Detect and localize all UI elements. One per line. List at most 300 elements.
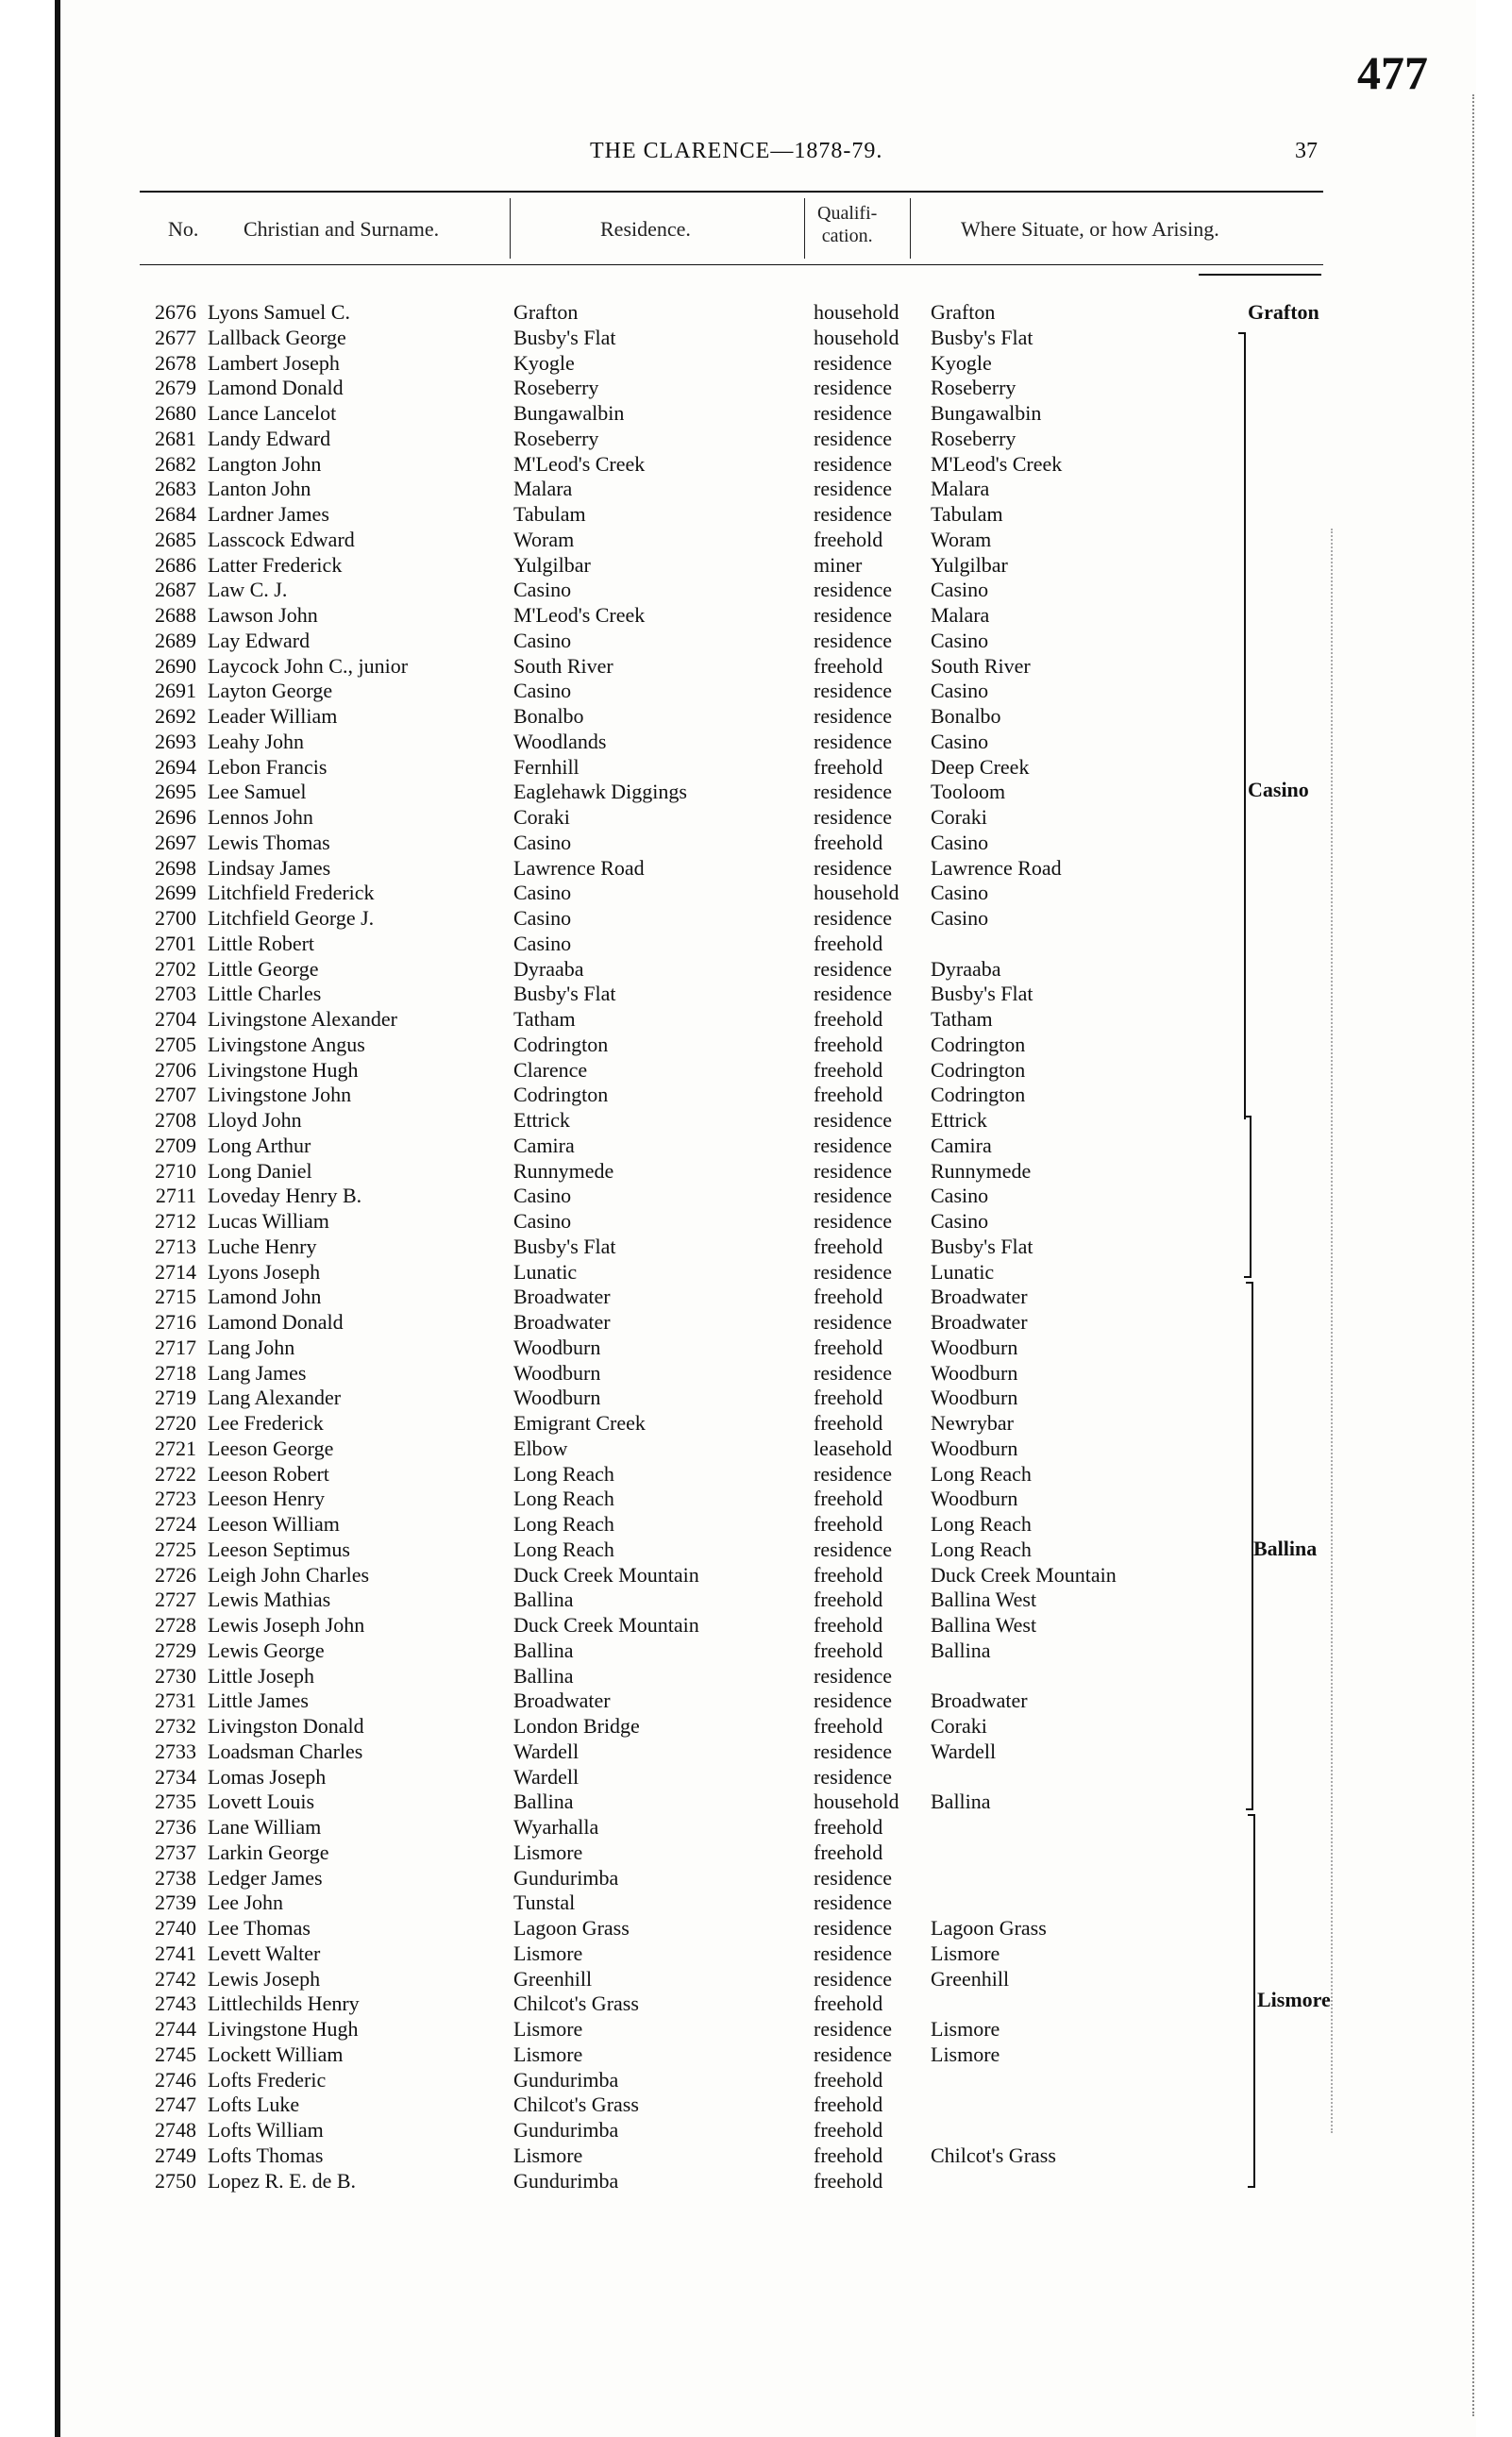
col-divider (804, 198, 805, 259)
entry-name: Lamond Donald (208, 1310, 344, 1334)
entry-name: Leahy John (208, 729, 305, 753)
entry-name: Lay Edward (208, 628, 311, 652)
table-row (140, 1260, 1338, 1286)
table-row (140, 427, 1338, 452)
entry-number: 2734 (155, 1764, 196, 1789)
entry-where: Woram (931, 527, 992, 551)
entry-residence: Codrington (513, 1032, 609, 1056)
entry-qualification: residence (814, 1966, 893, 1991)
table-row (140, 1512, 1338, 1538)
entry-name: Lindsay James (208, 855, 331, 880)
entry-name: Little James (208, 1689, 309, 1713)
header-rule-accent (1199, 274, 1321, 276)
entry-qualification: residence (814, 855, 893, 880)
entry-residence: Broadwater (513, 1310, 611, 1334)
entry-residence: Broadwater (513, 1285, 611, 1309)
entry-qualification: freehold (814, 931, 883, 955)
entry-residence: Roseberry (513, 376, 599, 400)
entry-residence: Casino (513, 830, 572, 854)
table-row (140, 1740, 1338, 1765)
entry-residence: Ettrick (513, 1108, 570, 1132)
entry-number: 2696 (155, 805, 196, 829)
entry-name: Lewis Thomas (208, 830, 330, 854)
entry-name: Livingstone Alexander (208, 1007, 398, 1031)
entry-residence: Lagoon Grass (513, 1916, 630, 1940)
entry-residence: Long Reach (513, 1537, 614, 1561)
entry-where: Casino (931, 578, 989, 602)
table-row (140, 1891, 1338, 1916)
entry-number: 2742 (155, 1966, 196, 1991)
table-row (140, 755, 1338, 781)
table-row (140, 1689, 1338, 1714)
entry-qualification: residence (814, 906, 893, 930)
table-row (140, 932, 1338, 957)
entry-name: Lofts William (208, 2118, 324, 2142)
entry-where: Woodburn (931, 1360, 1018, 1385)
entry-where: Casino (931, 906, 989, 930)
entry-number: 2716 (155, 1310, 196, 1334)
entry-qualification: residence (814, 679, 893, 703)
entry-residence: Broadwater (513, 1689, 611, 1713)
table-row (140, 730, 1338, 755)
entry-number: 2698 (155, 855, 196, 880)
entry-where: Lismore (931, 1941, 1000, 1965)
entry-number: 2725 (155, 1537, 196, 1561)
entry-name: Lardner James (208, 502, 329, 526)
entry-qualification: freehold (814, 2092, 883, 2117)
entry-name: Lyons Samuel C. (208, 300, 350, 324)
entry-where: Ballina (931, 1790, 991, 1814)
entry-number: 2724 (155, 1512, 196, 1536)
entry-name: Little George (208, 956, 319, 981)
entry-name: Lewis George (208, 1638, 325, 1662)
entry-name: Layton George (208, 679, 333, 703)
entry-number: 2710 (155, 1158, 196, 1183)
entry-name: Larkin George (208, 1840, 329, 1864)
entry-number: 2704 (155, 1007, 196, 1031)
entry-qualification: freehold (814, 527, 883, 551)
entry-where: Woodburn (931, 1436, 1018, 1460)
entry-number: 2737 (155, 1840, 196, 1864)
table-row (140, 1437, 1338, 1462)
entry-residence: Lismore (513, 1941, 583, 1965)
table-row (140, 477, 1338, 502)
entry-qualification: freehold (814, 1234, 883, 1258)
entry-residence: Long Reach (513, 1512, 614, 1536)
col-header-qualification: Qualifi- cation. (817, 203, 878, 246)
entry-where: Casino (931, 628, 989, 652)
entry-name: Lang James (208, 1360, 307, 1385)
col-header-name: Christian and Surname. (244, 217, 440, 241)
table-row (140, 1386, 1338, 1411)
running-title: THE CLARENCE—1878-79. (590, 139, 883, 163)
entry-number: 2697 (155, 830, 196, 854)
table-row (140, 2169, 1338, 2194)
entry-number: 2688 (155, 603, 196, 627)
entry-name: Livingston Donald (208, 1714, 364, 1738)
table-row (140, 528, 1338, 553)
entry-qualification: freehold (814, 1815, 883, 1839)
entry-qualification: residence (814, 1461, 893, 1486)
entry-residence: Gundurimba (513, 1865, 619, 1890)
entry-name: Lennos John (208, 805, 313, 829)
entry-qualification: residence (814, 578, 893, 602)
entry-qualification: freehold (814, 1588, 883, 1612)
entry-number: 2693 (155, 729, 196, 753)
margin-dots (1331, 529, 1335, 2133)
entry-residence: Chilcot's Grass (513, 1992, 639, 2016)
entry-qualification: residence (814, 1360, 893, 1385)
entry-number: 2708 (155, 1108, 196, 1132)
entry-residence: Casino (513, 628, 572, 652)
entry-qualification: household (814, 881, 899, 905)
entry-qualification: residence (814, 1941, 893, 1965)
entry-residence: M'Leod's Creek (513, 451, 646, 476)
entry-residence: Wyarhalla (513, 1815, 599, 1839)
entry-name: Leeson George (208, 1436, 334, 1460)
entry-name: Lang Alexander (208, 1386, 342, 1410)
entry-residence: Woodburn (513, 1360, 601, 1385)
entry-name: Lambert Joseph (208, 350, 340, 375)
entry-number: 2689 (155, 628, 196, 652)
table-row (140, 376, 1338, 401)
entry-qualification: residence (814, 805, 893, 829)
entry-name: Lucas William (208, 1209, 329, 1233)
entry-where: Casino (931, 1209, 989, 1233)
entry-residence: Gundurimba (513, 2118, 619, 2142)
entry-qualification: residence (814, 956, 893, 981)
col-header-residence: Residence. (600, 217, 691, 241)
entry-name: Leeson Robert (208, 1461, 329, 1486)
entry-qualification: miner (814, 552, 863, 577)
table-row (140, 982, 1338, 1007)
table-row (140, 1058, 1338, 1084)
table-row (140, 881, 1338, 906)
entry-residence: Casino (513, 931, 572, 955)
table-row (140, 1992, 1338, 2017)
entry-qualification: freehold (814, 1335, 883, 1359)
bracket-lismore (1248, 1814, 1255, 2188)
table-row (140, 553, 1338, 579)
entry-residence: Ballina (513, 1638, 574, 1662)
entry-name: Little Robert (208, 931, 315, 955)
entry-qualification: residence (814, 502, 893, 526)
entry-qualification: freehold (814, 1638, 883, 1662)
entry-where: Busby's Flat (931, 982, 1033, 1006)
entry-residence: M'Leod's Creek (513, 603, 646, 627)
entry-qualification: freehold (814, 2118, 883, 2142)
page-edge (1472, 94, 1476, 2416)
entry-number: 2682 (155, 451, 196, 476)
table-row (140, 1538, 1338, 1563)
entry-residence: Yulgilbar (513, 552, 591, 577)
entry-where: Duck Creek Mountain (931, 1562, 1117, 1587)
entry-qualification: residence (814, 451, 893, 476)
entry-qualification: residence (814, 2017, 893, 2041)
table-row (140, 1714, 1338, 1740)
table-row (140, 578, 1338, 603)
table-row (140, 1411, 1338, 1437)
entry-number: 2702 (155, 956, 196, 981)
entry-residence: Tabulam (513, 502, 586, 526)
entry-qualification: residence (814, 628, 893, 652)
entry-number: 2741 (155, 1941, 196, 1965)
entry-residence: Duck Creek Mountain (513, 1613, 699, 1637)
table-row (140, 831, 1338, 856)
entry-name: Lamond John (208, 1285, 322, 1309)
entry-name: Langton John (208, 451, 322, 476)
entry-residence: Bonalbo (513, 704, 584, 728)
entry-number: 2718 (155, 1360, 196, 1385)
entry-residence: Bungawalbin (513, 401, 625, 425)
entry-name: Lomas Joseph (208, 1764, 327, 1789)
entry-residence: Duck Creek Mountain (513, 1562, 699, 1587)
entry-name: Lee Thomas (208, 1916, 311, 1940)
entry-name: Loadsman Charles (208, 1739, 363, 1763)
entry-number: 2738 (155, 1865, 196, 1890)
table-row (140, 401, 1338, 427)
entry-number: 2695 (155, 780, 196, 804)
table-row (140, 1765, 1338, 1790)
entry-number: 2686 (155, 552, 196, 577)
entry-residence: Roseberry (513, 426, 599, 450)
entry-where: Lagoon Grass (931, 1916, 1047, 1940)
entry-qualification: freehold (814, 830, 883, 854)
table-row (140, 1108, 1338, 1134)
entry-where: Long Reach (931, 1512, 1032, 1536)
table-row (140, 1285, 1338, 1310)
entry-where: Tabulam (931, 502, 1003, 526)
entry-residence: Greenhill (513, 1966, 593, 1991)
col-header-where: Where Situate, or how Arising. (961, 217, 1219, 241)
entry-where: Coraki (931, 805, 987, 829)
table-row (140, 1361, 1338, 1387)
table-row (140, 1134, 1338, 1159)
entry-number: 2692 (155, 704, 196, 728)
table-row (140, 1664, 1338, 1689)
entry-number: 2748 (155, 2118, 196, 2142)
entry-residence: Camira (513, 1133, 575, 1157)
entry-qualification: residence (814, 1133, 893, 1157)
entry-number: 2709 (155, 1133, 196, 1157)
entry-number: 2729 (155, 1638, 196, 1662)
table-row (140, 502, 1338, 528)
entry-qualification: residence (814, 1310, 893, 1334)
table-row (140, 2042, 1338, 2068)
table-row (140, 1916, 1338, 1941)
col-divider (510, 198, 511, 259)
entry-where: Dyraaba (931, 956, 1001, 981)
entry-name: Lockett William (208, 2042, 344, 2066)
entry-number: 2749 (155, 2143, 196, 2167)
table-row (140, 300, 1338, 326)
entry-where: Busby's Flat (931, 1234, 1033, 1258)
entry-where: Tooloom (931, 780, 1006, 804)
entry-name: Lofts Luke (208, 2092, 300, 2117)
col-header-no: No. (168, 217, 199, 241)
entry-number: 2720 (155, 1411, 196, 1435)
entry-number: 2706 (155, 1057, 196, 1082)
entry-name: Latter Frederick (208, 552, 343, 577)
bracket-casino (1238, 332, 1246, 1119)
entry-number: 2715 (155, 1285, 196, 1309)
entry-qualification: freehold (814, 1562, 883, 1587)
entry-qualification: freehold (814, 2168, 883, 2193)
table-row (140, 1083, 1338, 1108)
entry-residence: Clarence (513, 1057, 588, 1082)
entry-where: Codrington (931, 1032, 1026, 1056)
entry-qualification: freehold (814, 1840, 883, 1864)
entry-name: Ledger James (208, 1865, 323, 1890)
entry-number: 2700 (155, 906, 196, 930)
entry-name: Law C. J. (208, 578, 288, 602)
entry-where: Casino (931, 830, 989, 854)
entry-number: 2679 (155, 376, 196, 400)
entry-name: Litchfield Frederick (208, 881, 375, 905)
entry-name: Livingstone John (208, 1083, 352, 1107)
entry-residence: Ballina (513, 1588, 574, 1612)
table-row (140, 1462, 1338, 1487)
entry-number: 2727 (155, 1588, 196, 1612)
entry-qualification: residence (814, 729, 893, 753)
entry-where: Woodburn (931, 1335, 1018, 1359)
entry-residence: Coraki (513, 805, 570, 829)
entry-number: 2743 (155, 1992, 196, 2016)
entry-qualification: freehold (814, 1992, 883, 2016)
entry-name: Loveday Henry B. (208, 1184, 362, 1208)
entry-qualification: residence (814, 1764, 893, 1789)
entry-where: Broadwater (931, 1310, 1028, 1334)
table-row (140, 805, 1338, 831)
entry-name: Lopez R. E. de B. (208, 2168, 357, 2193)
entry-where: Grafton (931, 300, 996, 324)
entry-name: Lyons Joseph (208, 1259, 321, 1284)
entry-name: Lamond Donald (208, 376, 344, 400)
entry-qualification: residence (814, 376, 893, 400)
entry-name: Lloyd John (208, 1108, 302, 1132)
entry-residence: Fernhill (513, 754, 580, 779)
entry-number: 2739 (155, 1891, 196, 1915)
entry-number: 2740 (155, 1916, 196, 1940)
entry-residence: Kyogle (513, 350, 575, 375)
entry-where: Malara (931, 477, 990, 501)
entry-number: 2750 (155, 2168, 196, 2193)
entry-number: 2703 (155, 982, 196, 1006)
entry-qualification: residence (814, 1916, 893, 1940)
entry-residence: Busby's Flat (513, 982, 616, 1006)
table-row (140, 629, 1338, 654)
entry-where: Lunatic (931, 1259, 995, 1284)
entry-number: 2736 (155, 1815, 196, 1839)
table-row (140, 351, 1338, 377)
table-row (140, 326, 1338, 351)
entry-where: Long Reach (931, 1461, 1032, 1486)
entry-number: 2705 (155, 1032, 196, 1056)
entry-number: 2735 (155, 1790, 196, 1814)
entry-name: Lewis Mathias (208, 1588, 331, 1612)
entry-number: 2731 (155, 1689, 196, 1713)
entry-where: Ballina West (931, 1613, 1037, 1637)
table-row (140, 1033, 1338, 1058)
table-row (140, 1866, 1338, 1891)
table-row (140, 1967, 1338, 1992)
entry-qualification: residence (814, 1537, 893, 1561)
entry-residence: Casino (513, 1184, 572, 1208)
table-row (140, 1007, 1338, 1033)
entry-number: 2726 (155, 1562, 196, 1587)
entry-number: 2712 (155, 1209, 196, 1233)
entry-number: 2728 (155, 1613, 196, 1637)
entry-qualification: freehold (814, 653, 883, 678)
entry-name: Lane William (208, 1815, 322, 1839)
entry-where: Ballina (931, 1638, 991, 1662)
entry-number: 2723 (155, 1487, 196, 1511)
table-row (140, 1310, 1338, 1336)
table-row (140, 856, 1338, 882)
entry-number: 2677 (155, 325, 196, 349)
table-row (140, 1209, 1338, 1235)
entry-where: Chilcot's Grass (931, 2143, 1056, 2167)
entry-qualification: freehold (814, 2067, 883, 2092)
entry-where: Yulgilbar (931, 552, 1008, 577)
table-row (140, 2118, 1338, 2143)
entry-qualification: freehold (814, 1007, 883, 1031)
entry-number: 2707 (155, 1083, 196, 1107)
entry-name: Long Arthur (208, 1133, 311, 1157)
entry-residence: Dyraaba (513, 956, 584, 981)
entry-residence: Lismore (513, 2042, 583, 2066)
entry-number: 2733 (155, 1739, 196, 1763)
entry-number: 2687 (155, 578, 196, 602)
entry-qualification: residence (814, 1891, 893, 1915)
entry-where: Camira (931, 1133, 992, 1157)
entry-number: 2713 (155, 1234, 196, 1258)
entry-name: Lang John (208, 1335, 295, 1359)
entry-residence: Lunatic (513, 1259, 578, 1284)
entry-where: Casino (931, 729, 989, 753)
entry-name: Levett Walter (208, 1941, 321, 1965)
entry-residence: Casino (513, 906, 572, 930)
entry-name: Lee Frederick (208, 1411, 324, 1435)
entry-residence: Woodburn (513, 1386, 601, 1410)
entry-qualification: residence (814, 1865, 893, 1890)
entry-where: Lawrence Road (931, 855, 1062, 880)
entry-qualification: residence (814, 1184, 893, 1208)
table-row (140, 603, 1338, 629)
entry-where: Lismore (931, 2042, 1000, 2066)
entry-number: 2680 (155, 401, 196, 425)
entry-residence: Wardell (513, 1764, 580, 1789)
entry-residence: Tunstal (513, 1891, 576, 1915)
entry-residence: Lismore (513, 2017, 583, 2041)
entry-qualification: residence (814, 426, 893, 450)
page-number: 477 (1357, 46, 1428, 99)
entry-number: 2699 (155, 881, 196, 905)
entry-number: 2745 (155, 2042, 196, 2066)
entry-number: 2714 (155, 1259, 196, 1284)
entry-number: 2711 (155, 1184, 196, 1208)
table-row (140, 654, 1338, 680)
entry-name: Lewis Joseph (208, 1966, 321, 1991)
entry-name: Lanton John (208, 477, 311, 501)
entry-where: Codrington (931, 1057, 1026, 1082)
entry-number: 2747 (155, 2092, 196, 2117)
entry-name: Lallback George (208, 325, 346, 349)
entry-where: Ettrick (931, 1108, 987, 1132)
entry-residence: Emigrant Creek (513, 1411, 646, 1435)
entry-where: Roseberry (931, 426, 1016, 450)
entry-number: 2681 (155, 426, 196, 450)
